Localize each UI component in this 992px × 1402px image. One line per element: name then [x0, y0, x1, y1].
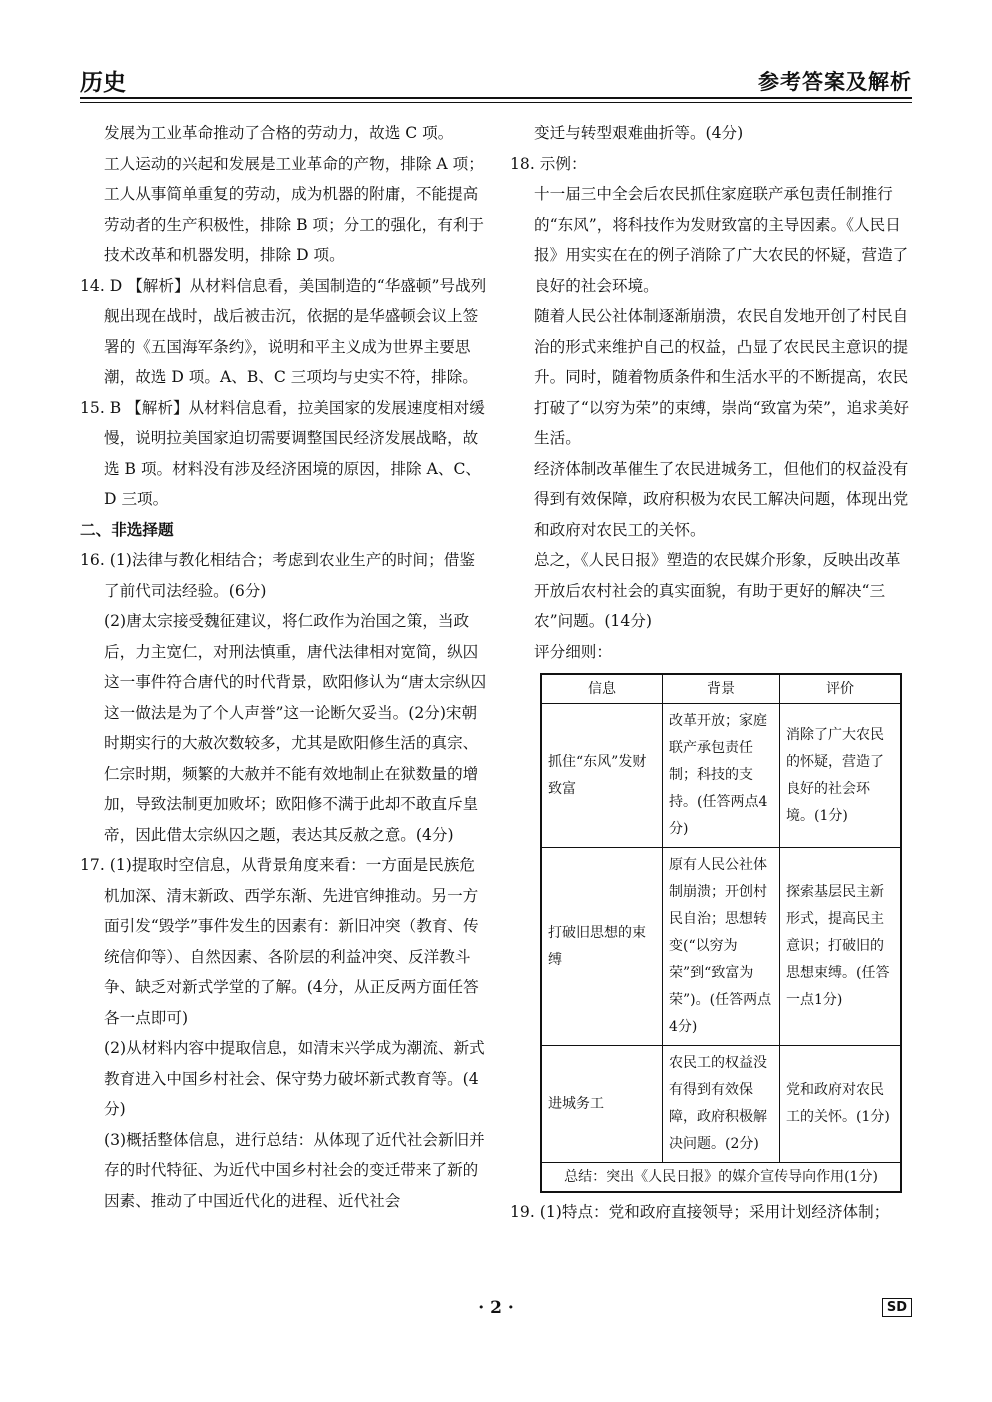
table-cell: 党和政府对农民工的关怀。(1分)	[780, 1046, 902, 1163]
table-header-row	[541, 674, 901, 704]
table-cell: 农民工的权益没有得到有效保障，政府积极解决问题。(2分)	[663, 1046, 780, 1163]
answer-16-2: (2)唐太宗接受魏征建议，将仁政作为治国之策，当政后，力主宽仁，对刑法慎重，唐代法律相对宽简，纵囚这一事件符合唐代的时代背景，欧阳修认为“唐太宗纵囚这一做法是为了个人声誉”这一论断欠妥当。(2分)宋朝时期实行的大赦次数较多，尤其是欧阳修生活的真宗、仁宗时期，频繁的大赦并不能有效地制止在狱数量的增加，导致法制更加败坏；欧阳修不满于此却不敢直斥皇帝，因此借太宗纵囚之题，表达其反赦之意。(4分)	[104, 612, 487, 844]
table-cell: 打破旧思想的束缚	[541, 848, 663, 1046]
answer-17-1: 17. (1)提取时空信息，从背景角度来看：一方面是民族危机加深、清末新政、西学东渐、先进官绅推动。另一方面引发“毁学”事件发生的因素有：新旧冲突（教育、传统信仰等）、自然因素、各阶层的利益冲突、反洋教斗争、缺乏对新式学堂的了解。(4分，从正反两方面任答各一点即可)	[80, 856, 479, 1027]
table-row	[541, 704, 901, 848]
table-cell: 探索基层民主新形式，提高民主意识；打破旧的思想束缚。(任答一点1分)	[780, 848, 902, 1046]
left-column	[80, 118, 490, 1216]
paragraph: 变迁与转型艰难曲折等。(4分)	[534, 124, 744, 142]
page-number: · 2 ·	[478, 1298, 514, 1318]
answer-16-1: 16. (1)法律与教化相结合；考虑到农业生产的时间；借鉴了前代司法经验。(6分)	[80, 551, 475, 600]
table-cell: 原有人民公社体制崩溃；开创村民自治；思想转变(“以穷为荣”到“致富为荣”)。(任答两点4分)	[663, 848, 780, 1046]
scoring-table-wrap	[540, 673, 902, 1193]
region-code-badge: SD	[882, 1298, 912, 1317]
header-title: 参考答案及解析	[758, 69, 912, 94]
column-header: 评价	[780, 674, 902, 704]
answer-17-3: (3)概括整体信息，进行总结：从体现了近代社会新旧并存的时代特征、为近代中国乡村社会的变迁带来了新的因素、推动了中国近代化的进程、近代社会	[104, 1130, 485, 1210]
section-heading: 二、非选择题	[80, 519, 174, 539]
page-header	[80, 60, 912, 94]
paragraph: 发展为工业革命推动了合格的劳动力，故选 C 项。	[104, 124, 454, 142]
paragraph: 十一届三中全会后农民抓住家庭联产承包责任制推行的“东风”，将科技作为发财致富的主导因素。《人民日报》用实实在在的例子消除了广大农民的怀疑，营造了良好的社会环境。	[534, 185, 909, 295]
paragraph: 随着人民公社体制逐渐崩溃，农民自发地开创了村民自治的形式来维护自己的权益，凸显了农民民主意识的提升。同时，随着物质条件和生活水平的不断提高，农民打破了“以穷为荣”的束缚，崇尚“致富为荣”，追求美好生活。	[534, 307, 909, 447]
subject-label: 历史	[80, 69, 126, 96]
column-header: 背景	[663, 674, 780, 704]
table-cell: 消除了广大农民的怀疑，营造了良好的社会环境。(1分)	[780, 704, 902, 848]
table-summary: 总结：突出《人民日报》的媒介宣传导向作用(1分)	[541, 1163, 901, 1193]
table-summary-row	[541, 1163, 901, 1193]
scoring-label: 评分细则：	[534, 642, 612, 661]
scoring-table	[540, 673, 902, 1193]
header-rule-thin	[80, 102, 912, 103]
table-cell: 进城务工	[541, 1046, 663, 1163]
header-rule-thick	[80, 97, 912, 99]
answer-17-2: (2)从材料内容中提取信息，如清末兴学成为潮流、新式教育进入中国乡村社会、保守势力破坏新式教育等。(4分)	[104, 1039, 485, 1118]
answer-14: 14. D 【解析】从材料信息看，美国制造的“华盛顿”号战列舰出现在战时，战后被击沉，依据的是华盛顿会议上签署的《五国海军条约》，说明和平主义成为世界主要思潮，故选 D 项。A、B、C 三项均与史实不符，排除。	[80, 276, 487, 386]
paragraph: 经济体制改革催生了农民进城务工，但他们的权益没有得到有效保障，政府积极为农民工解决问题，体现出党和政府对农民工的关怀。	[534, 459, 909, 539]
paragraph: 工人运动的兴起和发展是工业革命的产物，排除 A 项；工人从事简单重复的劳动，成为机器的附庸，不能提高劳动者的生产积极性，排除 B 项；分工的强化，有利于技术改革和机器发明，排除 D 项。	[104, 154, 485, 264]
table-cell: 抓住“东风”发财致富	[541, 704, 663, 848]
answer-18-label: 18. 示例：	[510, 154, 587, 173]
answer-15: 15. B 【解析】从材料信息看，拉美国家的发展速度相对缓慢，说明拉美国家迫切需要调整国民经济发展战略，故选 B 项。材料没有涉及经济困境的原因，排除 A、C、D 三项。	[80, 398, 485, 508]
paragraph: 总之，《人民日报》塑造的农民媒介形象，反映出改革开放后农村社会的真实面貌，有助于更好的解决“三农”问题。(14分)	[534, 551, 901, 630]
column-header: 信息	[541, 674, 663, 704]
table-row	[541, 848, 901, 1046]
table-row	[541, 1046, 901, 1163]
right-column	[510, 118, 915, 1228]
answer-19-1: 19. (1)特点：党和政府直接领导；采用计划经济体制；	[510, 1203, 890, 1221]
table-cell: 改革开放；家庭联产承包责任制；科技的支持。(任答两点4分)	[663, 704, 780, 848]
